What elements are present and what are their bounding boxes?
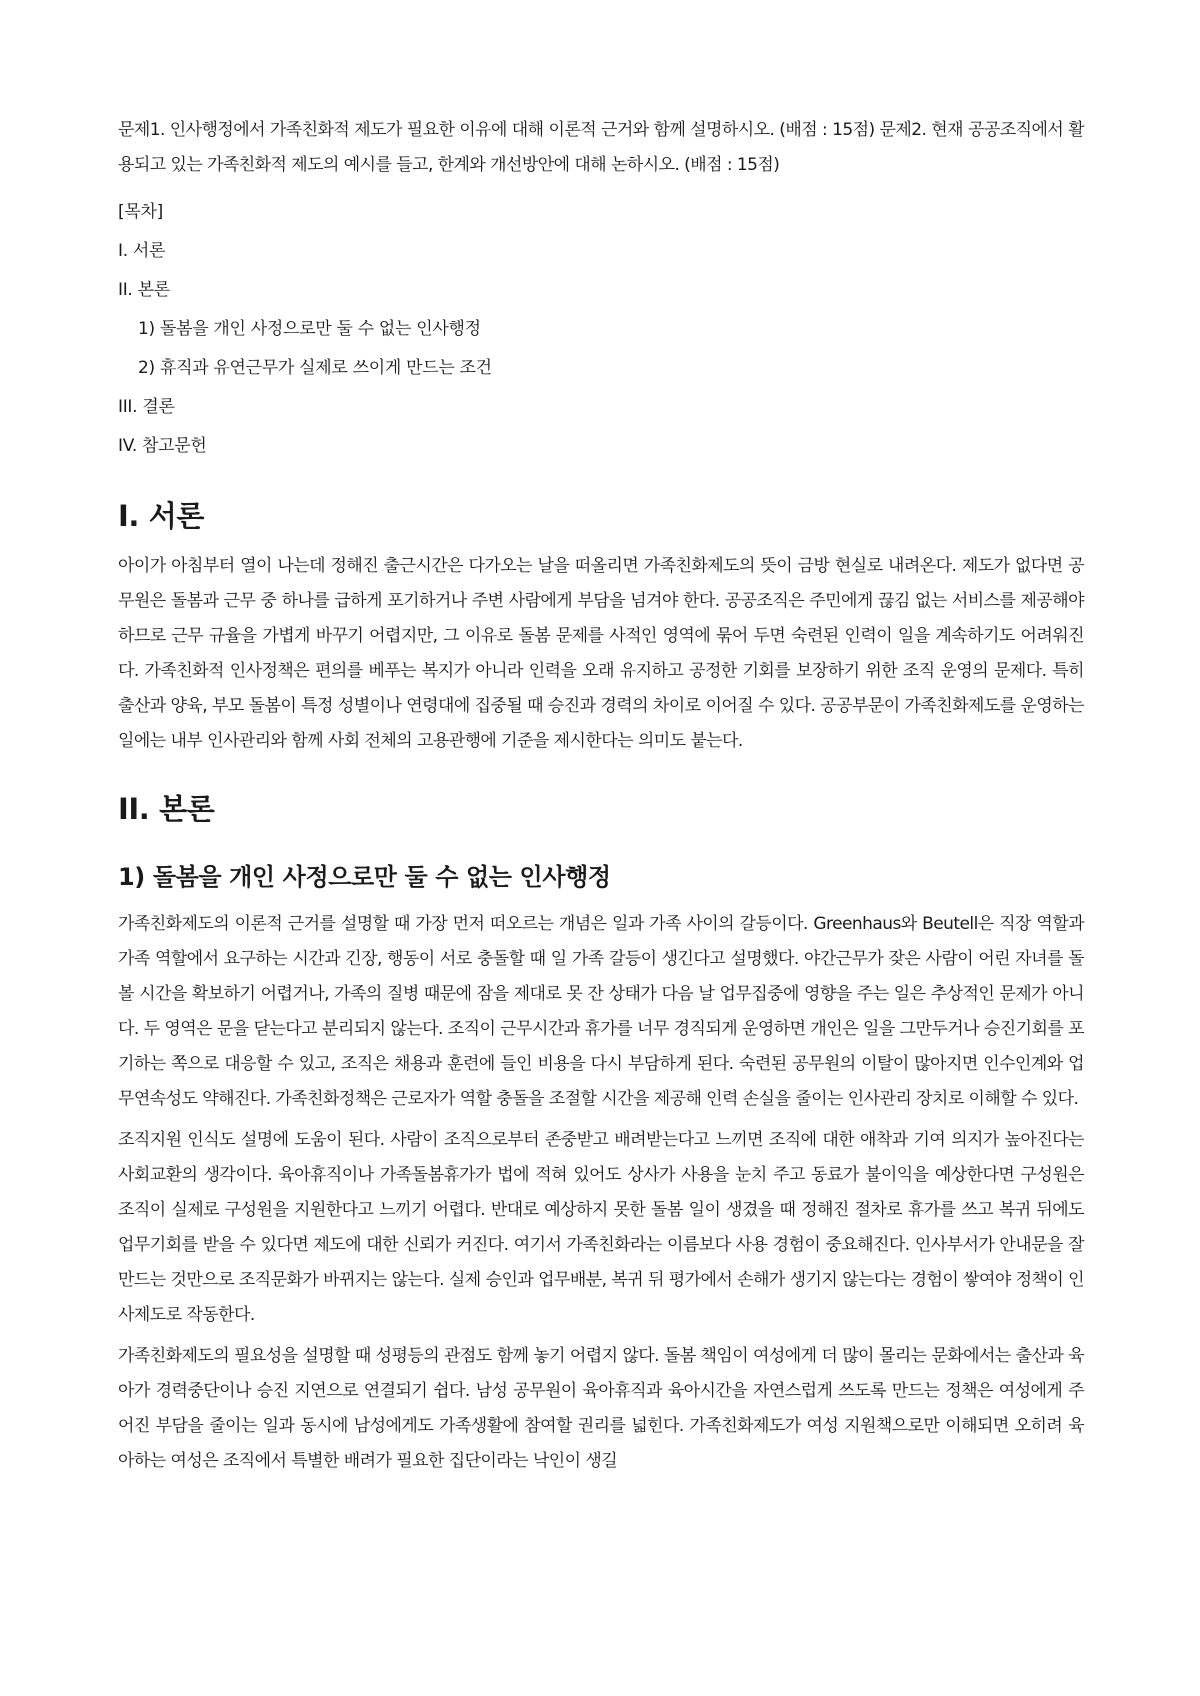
body-paragraph: 가족친화제도의 필요성을 설명할 때 성평등의 관점도 함께 놓기 어렵지 않다. 돌봄 책임이 여성에게 더 많이 몰리는 문화에서는 출산과 육아가 경력중단이나 승진 지연으로 연결되기 쉽다. 남성 공무원이 육아휴직과 육아시간을 자연스럽게 쓰도록 만드는 정책은 여성에게 주어진 부담을 줄이는 일과 동시에 남성에게도 가족생활에 참여할 권리를 넓힌다. 가족친화제도가 여성 지원책으로만 이해되면 오히려 육아하는 여성은 조직에서 특별한 배려가 필요한 집단이라는 낙인이 생길	[118, 1346, 1084, 1471]
document-page	[118, 113, 1084, 1485]
section-heading-introduction: I. 서론	[118, 499, 204, 533]
table-of-contents	[118, 193, 1084, 466]
toc-item-conclusion: III. 결론	[118, 397, 175, 417]
body-paragraph: 가족친화제도의 이론적 근거를 설명할 때 가장 먼저 떠오르는 개념은 일과 가족 사이의 갈등이다. Greenhaus와 Beutell은 직장 역할과 가족 역할에서 요구하는 시간과 긴장, 행동이 서로 충돌할 때 일 가족 갈등이 생긴다고 설명했다. 야간근무가 잦은 사람이 어린 자녀를 돌볼 시간을 확보하기 어렵거나, 가족의 질병 때문에 잠을 제대로 못 잔 상태가 다음 날 업무집중에 영향을 주는 일은 추상적인 문제가 아니다. 두 영역은 문을 닫는다고 분리되지 않는다. 조직이 근무시간과 휴가를 너무 경직되게 운영하면 개인은 일을 그만두거나 승진기회를 포기하는 쪽으로 대응할 수 있고, 조직은 채용과 훈련에 들인 비용을 다시 부담하게 된다. 숙련된 공무원의 이탈이 많아지면 인수인계와 업무연속성도 약해진다. 가족친화정책은 근로자가 역할 충돌을 조절할 시간을 제공해 인력 손실을 줄이는 인사관리 장치로 이해할 수 있다.	[118, 914, 1084, 1109]
subsection-heading-1: 1) 돌봄을 개인 사정으로만 둘 수 없는 인사행정	[118, 863, 611, 891]
body-paragraph: 조직지원 인식도 설명에 도움이 된다. 사람이 조직으로부터 존중받고 배려받는다고 느끼면 조직에 대한 애착과 기여 의지가 높아진다는 사회교환의 생각이다. 육아휴직이나 가족돌봄휴가가 법에 적혀 있어도 상사가 사용을 눈치 주고 동료가 불이익을 예상한다면 구성원은 조직이 실제로 구성원을 지원한다고 느끼기 어렵다. 반대로 예상하지 못한 돌봄 일이 생겼을 때 정해진 절차로 휴가를 쓰고 복귀 뒤에도 업무기회를 받을 수 있다면 제도에 대한 신뢰가 커진다. 여기서 가족친화라는 이름보다 사용 경험이 중요해진다. 인사부서가 안내문을 잘 만드는 것만으로 조직문화가 바뀌지는 않는다. 실제 승인과 업무배분, 복귀 뒤 평가에서 손해가 생기지 않는다는 경험이 쌓여야 정책이 인사제도로 작동한다.	[118, 1130, 1084, 1325]
introduction-paragraph: 아이가 아침부터 열이 나는데 정해진 출근시간은 다가오는 날을 떠올리면 가족친화제도의 뜻이 금방 현실로 내려온다. 제도가 없다면 공무원은 돌봄과 근무 중 하나를 급하게 포기하거나 주변 사람에게 부담을 넘겨야 한다. 공공조직은 주민에게 끊김 없는 서비스를 제공해야 하므로 근무 규율을 가볍게 바꾸기 어렵지만, 그 이유로 돌봄 문제를 사적인 영역에 묶어 두면 숙련된 인력이 일을 계속하기도 어려워진다. 가족친화적 인사정책은 편의를 베푸는 복지가 아니라 인력을 오래 유지하고 공정한 기회를 보장하기 위한 조직 운영의 문제다. 특히 출산과 양육, 부모 돌봄이 특정 성별이나 연령대에 집중될 때 승진과 경력의 차이로 이어질 수 있다. 공공부문이 가족친화제도를 운영하는 일에는 내부 인사관리와 함께 사회 전체의 고용관행에 기준을 제시한다는 의미도 붙는다.	[118, 556, 1084, 751]
question-prompt: 문제1. 인사행정에서 가족친화적 제도가 필요한 이유에 대해 이론적 근거와 함께 설명하시오. (배점 : 15점) 문제2. 현재 공공조직에서 활용되고 있는 가족친화적 제도의 예시를 들고, 한계와 개선방안에 대해 논하시오. (배점 : 15점)	[118, 120, 1084, 175]
section-heading-main-body: II. 본론	[118, 792, 215, 826]
toc-item-subsection-1: 1) 돌봄을 개인 사정으로만 둘 수 없는 인사행정	[138, 319, 481, 339]
toc-heading: [목차]	[118, 202, 163, 222]
toc-item-subsection-2: 2) 휴직과 유연근무가 실제로 쓰이게 만드는 조건	[138, 358, 492, 378]
toc-item-main-body: II. 본론	[118, 280, 170, 300]
toc-item-introduction: I. 서론	[118, 241, 166, 261]
toc-item-references: IV. 참고문헌	[118, 436, 207, 456]
